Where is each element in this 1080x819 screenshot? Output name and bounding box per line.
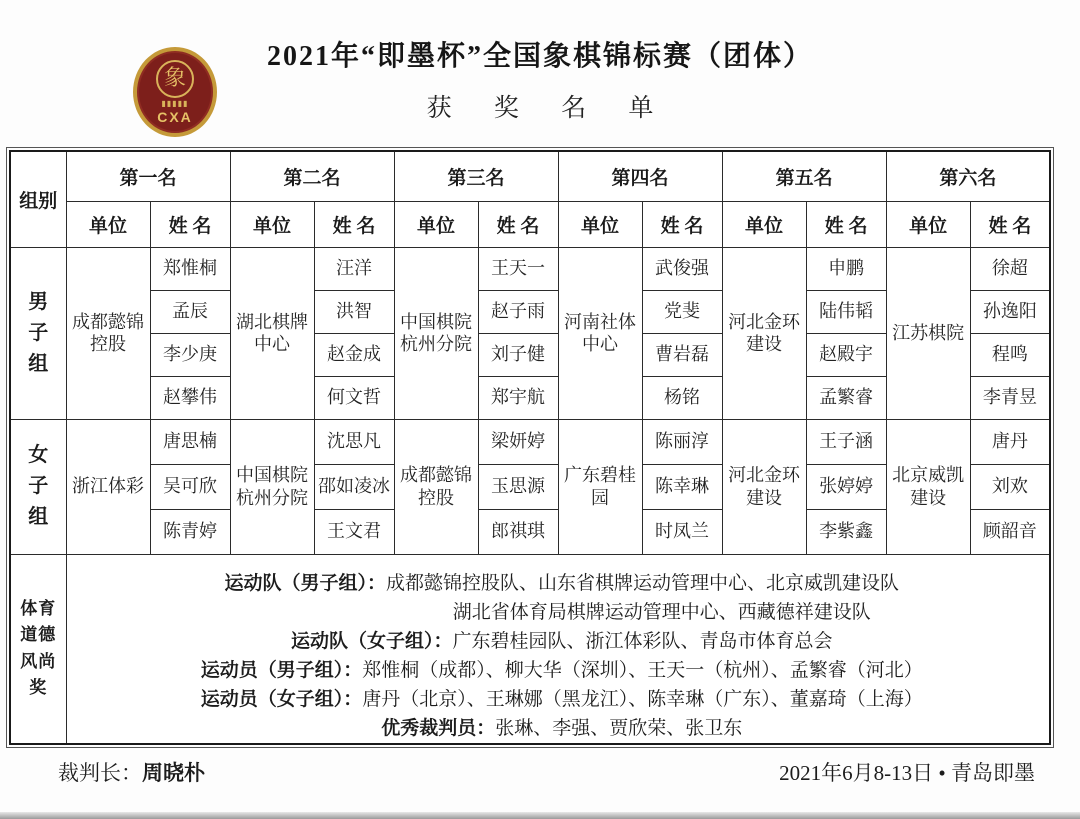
sportsmanship-line-1: 运动队（男子组）：成都懿锦控股队、山东省棋牌运动管理中心、北京威凯建设队	[224, 572, 900, 594]
women-team-1-player-1: 唐思楠	[150, 419, 230, 464]
unit-header: 单位	[394, 201, 478, 247]
name-header: 姓 名	[806, 201, 886, 247]
women-team-6-player-3: 顾韶音	[970, 509, 1050, 554]
award-table	[9, 150, 1051, 745]
men-team-2-player-1: 汪洋	[314, 247, 394, 290]
men-team-3-player-1: 王天一	[478, 247, 558, 290]
document-footer	[0, 757, 1080, 787]
men-team-5-player-3: 赵殿宇	[806, 333, 886, 376]
men-team-4-unit: 河南社体中心	[558, 247, 642, 419]
women-team-4-player-3: 时凤兰	[642, 509, 722, 554]
women-team-4-unit: 广东碧桂园	[558, 419, 642, 554]
women-team-5-player-3: 李紫鑫	[806, 509, 886, 554]
document-title: 2021年“即墨杯”全国象棋锦标赛（团体）	[266, 41, 813, 72]
men-team-2-unit: 湖北棋牌中心	[230, 247, 314, 419]
men-team-4-player-2: 党斐	[642, 290, 722, 333]
women-team-3-player-3: 郎祺琪	[478, 509, 558, 554]
chief-referee-label: 裁判长：	[58, 761, 142, 785]
women-team-5-unit: 河北金环建设	[722, 419, 806, 554]
sportsmanship-award-content	[66, 554, 1050, 744]
logo-cxa-text: CXA	[157, 108, 193, 125]
cxa-association-logo	[133, 47, 217, 137]
women-team-3-player-2: 玉思源	[478, 464, 558, 509]
men-team-1-player-4: 赵攀伟	[150, 376, 230, 419]
rank-header-2: 第二名	[230, 151, 394, 201]
table-row	[10, 151, 1050, 201]
unit-header: 单位	[230, 201, 314, 247]
women-team-3-player-1: 梁妍婷	[478, 419, 558, 464]
name-header: 姓 名	[478, 201, 558, 247]
men-team-2-player-4: 何文哲	[314, 376, 394, 419]
table-row	[10, 554, 1050, 744]
women-team-6-player-2: 刘欢	[970, 464, 1050, 509]
men-team-6-player-2: 孙逸阳	[970, 290, 1050, 333]
men-team-6-player-3: 程鸣	[970, 333, 1050, 376]
sportsmanship-lines	[69, 555, 1048, 743]
name-header: 姓 名	[642, 201, 722, 247]
women-team-1-unit: 浙江体彩	[66, 419, 150, 554]
rank-header-4: 第四名	[558, 151, 722, 201]
men-team-6-player-4: 李青昱	[970, 376, 1050, 419]
women-team-3-unit: 成都懿锦控股	[394, 419, 478, 554]
sportsmanship-line-5: 运动员（女子组）：唐丹（北京）、王琳娜（黑龙江）、陈幸琳（广东）、董嘉琦（上海）	[200, 688, 923, 710]
men-team-3-player-4: 郑宇航	[478, 376, 558, 419]
table-row	[10, 247, 1050, 290]
men-team-1-player-1: 郑惟桐	[150, 247, 230, 290]
rank-header-5: 第五名	[722, 151, 886, 201]
women-team-4-player-1: 陈丽淳	[642, 419, 722, 464]
women-team-1-player-2: 吴可欣	[150, 464, 230, 509]
event-date-location: 2021年6月8-13日 • 青岛即墨	[779, 761, 1035, 785]
men-team-5-unit: 河北金环建设	[722, 247, 806, 419]
women-group-label: 女子组	[10, 419, 66, 554]
men-team-3-player-2: 赵子雨	[478, 290, 558, 333]
sportsmanship-line-3: 运动队（女子组）：广东碧桂园队、浙江体彩队、青岛市体育总会	[291, 630, 833, 652]
name-header: 姓 名	[314, 201, 394, 247]
men-team-1-player-2: 孟辰	[150, 290, 230, 333]
chief-referee	[58, 757, 205, 787]
chief-referee-name: 周晓朴	[142, 762, 205, 785]
men-team-5-player-4: 孟繁睿	[806, 376, 886, 419]
logo-wall-motif: ▮▮▮▮▮	[161, 98, 189, 108]
sportsmanship-line-4: 运动员（男子组）：郑惟桐（成都）、柳大华（深圳）、王天一（杭州）、孟繁睿（河北）	[200, 659, 923, 681]
women-team-5-player-1: 王子涵	[806, 419, 886, 464]
xiangqi-piece-icon: 象	[156, 60, 194, 98]
table-row	[10, 201, 1050, 247]
unit-header: 单位	[558, 201, 642, 247]
women-team-6-player-1: 唐丹	[970, 419, 1050, 464]
name-header: 姓 名	[150, 201, 230, 247]
sportsmanship-award-label: 体育道德风尚奖	[10, 554, 66, 744]
men-team-3-player-3: 刘子健	[478, 333, 558, 376]
sportsmanship-line-2: 湖北省体育局棋牌运动管理中心、西藏德祥建设队	[452, 601, 871, 623]
women-team-1-player-3: 陈青婷	[150, 509, 230, 554]
men-team-2-player-2: 洪智	[314, 290, 394, 333]
men-team-6-player-1: 徐超	[970, 247, 1050, 290]
women-team-4-player-2: 陈幸琳	[642, 464, 722, 509]
unit-header: 单位	[886, 201, 970, 247]
men-team-2-player-3: 赵金成	[314, 333, 394, 376]
rank-header-6: 第六名	[886, 151, 1050, 201]
women-team-2-player-3: 王文君	[314, 509, 394, 554]
men-team-6-unit: 江苏棋院	[886, 247, 970, 419]
men-team-1-player-3: 李少庚	[150, 333, 230, 376]
men-team-5-player-1: 申鹏	[806, 247, 886, 290]
table-row	[10, 419, 1050, 464]
document-subtitle: 获 奖 名 单	[426, 94, 672, 122]
group-column-header: 组别	[10, 151, 66, 247]
men-team-4-player-1: 武俊强	[642, 247, 722, 290]
women-team-2-player-1: 沈思凡	[314, 419, 394, 464]
women-team-2-unit: 中国棋院杭州分院	[230, 419, 314, 554]
sportsmanship-line-6: 优秀裁判员：张琳、李强、贾欣荣、张卫东	[381, 717, 743, 739]
men-team-4-player-3: 曹岩磊	[642, 333, 722, 376]
men-team-1-unit: 成都懿锦控股	[66, 247, 150, 419]
men-group-label: 男子组	[10, 247, 66, 419]
unit-header: 单位	[722, 201, 806, 247]
scan-edge-artifact	[0, 812, 1080, 819]
men-team-4-player-4: 杨铭	[642, 376, 722, 419]
rank-header-1: 第一名	[66, 151, 230, 201]
name-header: 姓 名	[970, 201, 1050, 247]
women-team-5-player-2: 张婷婷	[806, 464, 886, 509]
unit-header: 单位	[66, 201, 150, 247]
men-team-5-player-2: 陆伟韬	[806, 290, 886, 333]
women-team-6-unit: 北京威凯建设	[886, 419, 970, 554]
document-header	[0, 40, 1080, 124]
women-team-2-player-2: 邵如凌冰	[314, 464, 394, 509]
rank-header-3: 第三名	[394, 151, 558, 201]
men-team-3-unit: 中国棋院杭州分院	[394, 247, 478, 419]
